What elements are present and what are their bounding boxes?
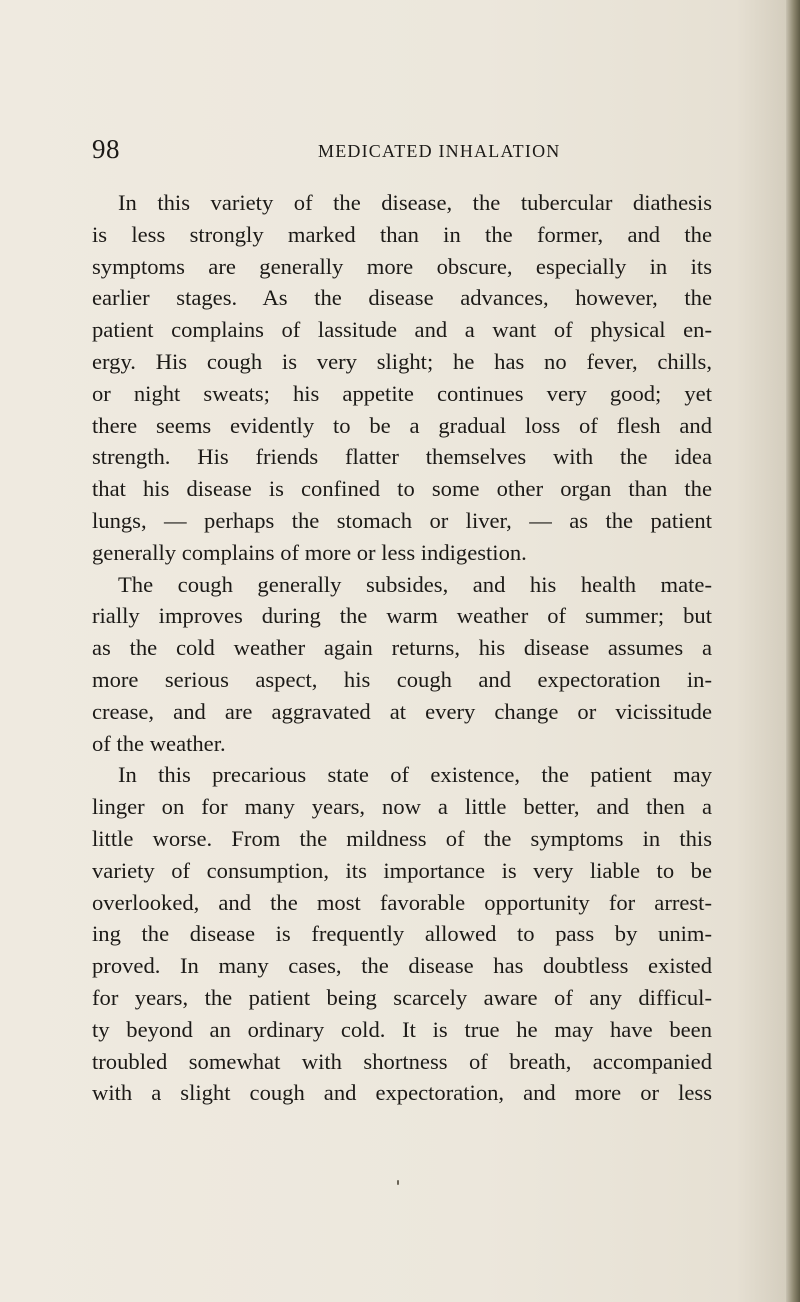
text-line: The cough generally subsides, and his health mate- [118, 571, 712, 597]
text-line: with a slight cough and expectoration, and more or less [92, 1080, 712, 1106]
text-line: In this variety of the disease, the tubercular diathesis [118, 190, 712, 215]
text-line: ty beyond an ordinary cold. It is true he may have been [92, 1016, 712, 1042]
text-line: symptoms are generally more obscure, especially in its [92, 253, 712, 279]
stray-ink-mark [397, 1180, 399, 1185]
page-edge-shadow [786, 0, 800, 1302]
text-line: troubled somewhat with shortness of breath, accompanied [92, 1048, 712, 1074]
text-line: little worse. From the mildness of the symptoms in this [92, 825, 712, 851]
text-line: that his disease is confined to some other organ than the [92, 476, 712, 502]
page-header [92, 128, 712, 168]
text-line: strength. His friends flatter themselves with the idea [92, 444, 712, 470]
text-line: overlooked, and the most favorable opportunity for arrest- [92, 889, 712, 915]
text-line: there seems evidently to be a gradual loss of flesh and [92, 412, 712, 438]
text-line: ing the disease is frequently allowed to pass by unim- [92, 921, 712, 947]
text-line: or night sweats; his appetite continues very good; yet [92, 380, 712, 406]
text-line: more serious aspect, his cough and expectoration in- [92, 666, 712, 692]
text-line: of the weather. [92, 730, 226, 756]
text-line: crease, and are aggravated at every change or vicissitude [92, 698, 712, 724]
text-line: is less strongly marked than in the former, and the [92, 221, 712, 247]
running-head: MEDICATED INHALATION [318, 141, 561, 161]
text-line: generally complains of more or less indigestion. [92, 539, 527, 565]
page-number: 98 [92, 134, 120, 164]
text-line: for years, the patient being scarcely aware of any difficul- [92, 984, 712, 1010]
text-line: lungs, — perhaps the stomach or liver, — as the patient [92, 507, 712, 533]
text-line: earlier stages. As the disease advances, however, the [92, 285, 712, 311]
text-line: rially improves during the warm weather of summer; but [92, 603, 712, 629]
text-line: linger on for many years, now a little better, and then a [92, 794, 712, 820]
text-line: variety of consumption, its importance is very liable to be [92, 857, 712, 883]
text-line: patient complains of lassitude and a want of physical en- [92, 317, 712, 343]
body-text [92, 187, 712, 1109]
text-line: proved. In many cases, the disease has doubtless existed [92, 953, 712, 979]
text-line: ergy. His cough is very slight; he has no fever, chills, [92, 348, 712, 374]
text-line: as the cold weather again returns, his disease assumes a [92, 635, 712, 661]
text-line: In this precarious state of existence, the patient may [118, 762, 712, 788]
